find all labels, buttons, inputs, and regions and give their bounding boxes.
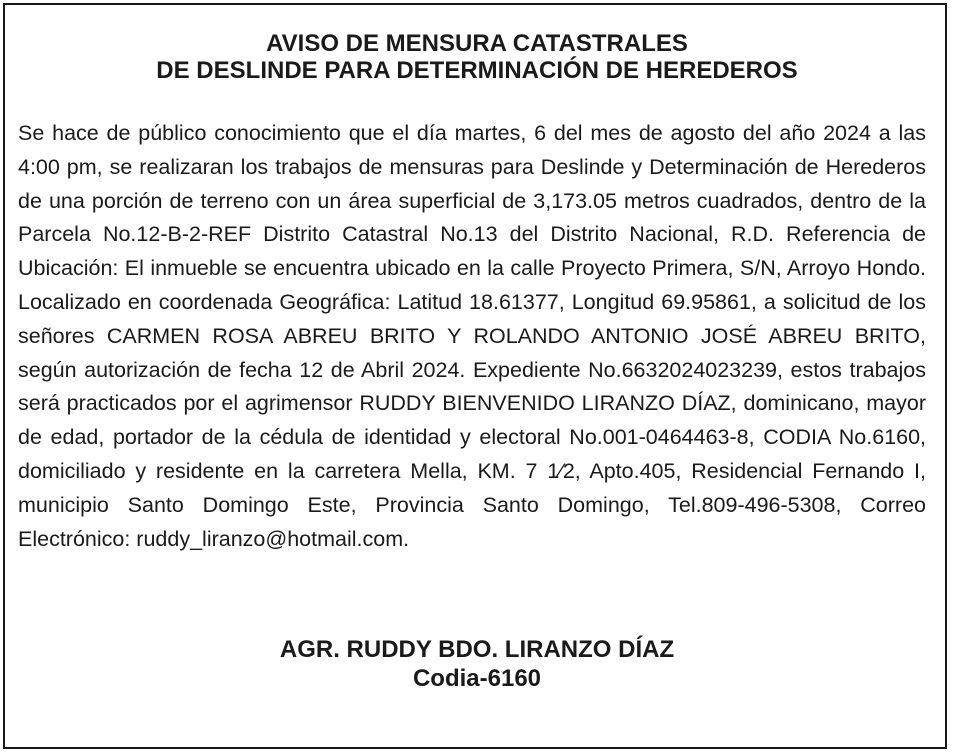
signature-block (0, 635, 954, 693)
notice-title-line-1: AVISO DE MENSURA CATASTRALES (266, 30, 688, 57)
signature-name: AGR. RUDDY BDO. LIRANZO DÍAZ (279, 636, 675, 663)
notice-title (0, 30, 954, 84)
notice-title-line-2: DE DESLINDE PARA DETERMINACIÓN DE HEREDEROS (156, 57, 798, 84)
notice-body: Se hace de público conocimiento que el día martes, 6 del mes de agosto del año 2024 a las 4:00 pm, se realizaran los trabajos de mensuras para Deslinde y Determinación de Herederos de una porción de terreno con un área superficial de 3,173.05 metros cuadrados, dentro de la Parcela No.12-B-2-REF Distrito Catastral No.13 del Distrito Nacional, R.D. Referencia de Ubicación: El inmueble se encuentra ubicado en la calle Proyecto Primera, S/N, Arroyo Hondo. Localizado en coordenada Geográfica: Latitud 18.61377, Longitud 69.95861, a solicitud de los señores CARMEN ROSA ABREU BRITO Y ROLANDO ANTONIO JOSÉ ABREU BRITO, según autorización de fecha 12 de Abril 2024. Expediente No.6632024023239, estos trabajos será practicados por el agrimensor RUDDY BIENVENIDO LIRANZO DÍAZ, dominicano, mayor de edad, portador de la cédula de identidad y electoral No.001-0464463-8, CODIA No.6160, domiciliado y residente en la carretera Mella, KM. 7 1⁄2, Apto.405, Residencial Fernando I, municipio Santo Domingo Este, Provincia Santo Domingo, Tel.809-496-5308, Correo Electrónico: ruddy_liranzo@hotmail.com. (18, 121, 926, 551)
signature-codia: Codia-6160 (412, 665, 542, 692)
